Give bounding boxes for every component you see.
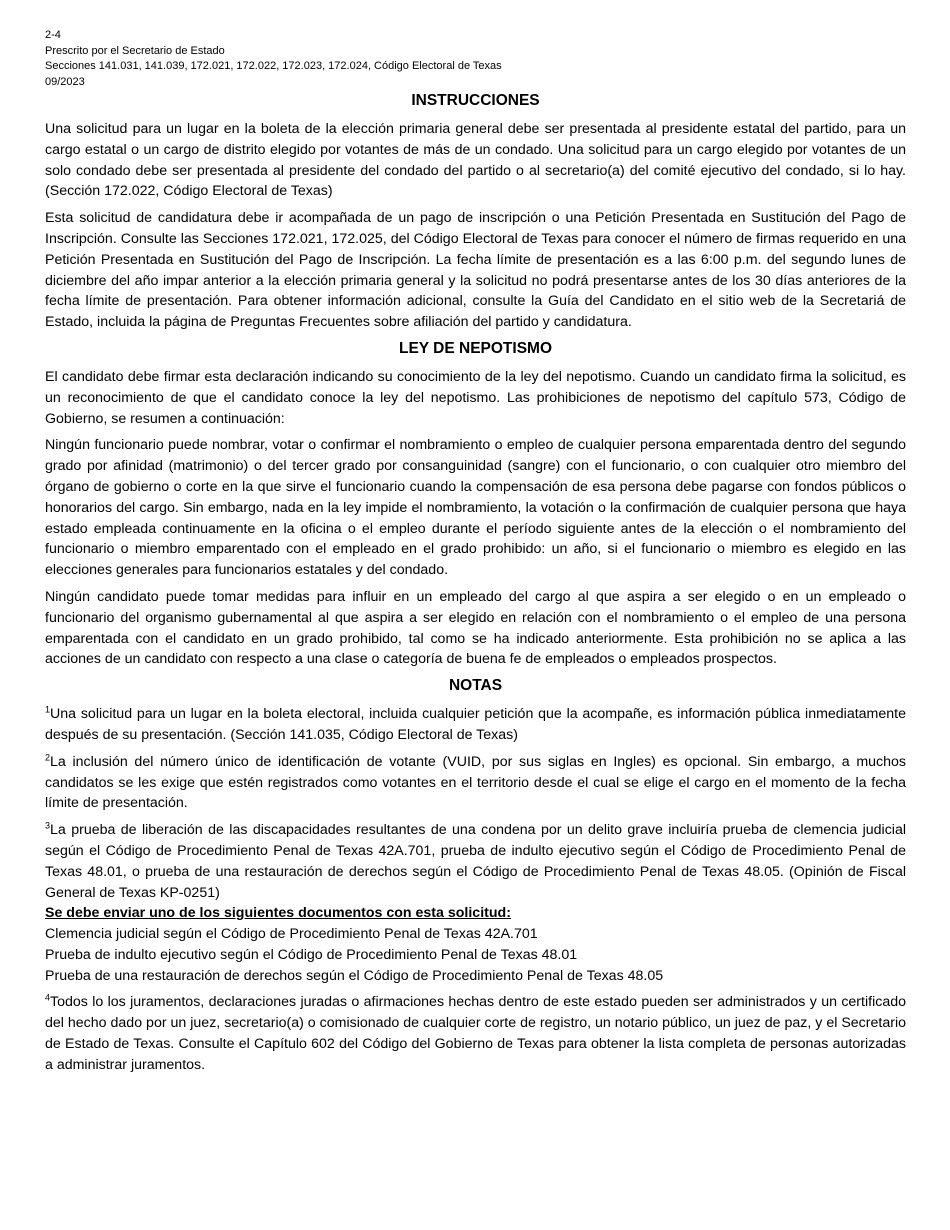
nepotismo-paragraph: Ningún candidato puede tomar medidas para influir en un empleado del cargo al que aspira a ser elegido o en un empleado o funcionario del organismo gubernamental al que aspira a ser elegido en relación con el nombramiento o el empleo de una persona emparentada con el candidato en un grado prohibido, tal como se ha indicado anteriormente. Esta prohibición no se aplica a las acciones de un candidato con respecto a una clase o categoría de buena fe de empleados o empleados prospectos. xyxy=(45,588,906,668)
required-document-item: Prueba de una restauración de derechos según el Código de Procedimiento Penal de Texas 48.05 xyxy=(45,967,664,984)
instrucciones-paragraph: Esta solicitud de candidatura debe ir acompañada de un pago de inscripción o una Petición Presentada en Sustitución del Pago de Inscripción. Consulte las Secciones 172.021, 172.025, del Código Electoral de Texas para conocer el número de firmas requerido en una Petición Presentada en Sustitución del Pago de Inscripción. La fecha límite de presentación es a las 6:00 p.m. del segundo lunes de diciembre del año impar anterior a la elección primaria general y la solicitud no podrá presentarse antes de los 30 días anteriores de la fecha límite de presentación. Para obtener información adicional, consulte la Guía del Candidato en el sitio web de la Secretariá de Estado, incluida la página de Preguntas Frecuentes sobre afiliación del partido y candidatura. xyxy=(45,210,906,331)
required-documents-heading: Se debe enviar uno de los siguientes documentos con esta solicitud: xyxy=(45,905,511,922)
note-4-marker: 4 xyxy=(45,992,51,1003)
note-2 xyxy=(45,752,906,814)
nepotismo-paragraph: El candidato debe firmar esta declaración indicando su conocimiento de la ley del nepotismo. Cuando un candidato firma la solicitud, es un reconocimiento de que el candidato conoce la ley del nepotismo. Las prohibiciones de nepotismo del capítulo 573, Código de Gobierno, se resumen a continuación: xyxy=(45,368,906,427)
required-documents xyxy=(45,903,906,986)
code-sections: Secciones 141.031, 141.039, 172.021, 172.022, 172.023, 172.024, Código Electoral de Texas xyxy=(45,60,502,72)
note-4-text: Todos lo los juramentos, declaraciones juradas o afirmaciones hechas dentro de este estado pueden ser administrados y un certificado del hecho dado por un juez, secretario(a) o comisionado de cualquier corte de registro, un notario público, un juez de paz, y el Secretario de Estado de Texas. Consulte el Capítulo 602 del Código del Gobierno de Texas para obtener la lista completa de personas autorizadas a administrar juramentos. xyxy=(45,994,906,1073)
note-3-marker: 3 xyxy=(45,820,51,831)
instrucciones-paragraph: Una solicitud para un lugar en la boleta de la elección primaria general debe ser presentada al presidente estatal del partido, para un cargo estatal o un cargo de distrito elegido por votantes de más de un condado. Una solicitud para un cargo elegido por votantes de un solo condado debe ser presentada al presidente del condado del partido o al secretario(a) del comité ejecutivo del condado, si lo hay. (Sección 172.022, Código Electoral de Texas) xyxy=(45,121,906,200)
form-number: 2-4 xyxy=(45,29,61,41)
note-1 xyxy=(45,704,906,746)
instrucciones-title: INSTRUCCIONES xyxy=(411,92,540,109)
note-3 xyxy=(45,820,906,903)
required-document-item: Clemencia judicial según el Código de Procedimiento Penal de Texas 42A.701 xyxy=(45,926,538,943)
note-1-text: Una solicitud para un lugar en la boleta electoral, incluida cualquier petición que la acompañe, es información pública inmediatamente después de su presentación. (Sección 141.035, Código Electoral de Texas) xyxy=(45,706,906,743)
required-document-item: Prueba de indulto ejecutivo según el Código de Procedimiento Penal de Texas 48.01 xyxy=(45,946,578,963)
nepotismo-title: LEY DE NEPOTISMO xyxy=(398,339,553,357)
note-2-text: La inclusión del número único de identificación de votante (VUID, por sus siglas en Ingles) es opcional. Sin embargo, a muchos candidatos se les exige que estén registrados como votantes en el territorio desde el cual se elige el cargo en el momento de la fecha límite de presentación. xyxy=(45,753,906,812)
note-2-marker: 2 xyxy=(45,751,51,762)
note-3-text: La prueba de liberación de las discapacidades resultantes de una condena por un delito grave incluiría prueba de clemencia judicial según el Código de Procedimiento Penal de Texas 42A.701, prueba de indulto ejecutivo según el Código de Procedimiento Penal de Texas 48.01, o prueba de una restauración de derechos según el Código de Procedimiento Penal de Texas 48.05. (Opinión de Fiscal General de Texas KP-0251) xyxy=(45,822,906,901)
prescribed-by: Prescrito por el Secretario de Estado xyxy=(45,44,225,57)
note-4 xyxy=(45,992,906,1075)
note-1-marker: 1 xyxy=(45,704,51,715)
nepotismo-paragraph: Ningún funcionario puede nombrar, votar o confirmar el nombramiento o empleo de cualquier persona emparentada dentro del segundo grado por afinidad (matrimonio) o del tercer grado por consanguinidad (sangre) con el funcionario, o con cualquier otro miembro del órgano de gobierno o corte en la que sirve el funcionario cuando la compensación de esa persona debe pagarse con fondos públicos o honorarios del cargo. Sin embargo, nada en la ley impide el nombramiento, la votación o la confirmación de cualquier persona que haya estado empleada continuamente en la oficina o el empleo durante el período siguiente antes de la elección o el nombramiento del funcionario o miembro emparentado con el empleado en el grado prohibido: un año, si el funcionario o miembro es elegido en las elecciones generales para funcionarios estatales y del condado. xyxy=(45,437,906,579)
form-date: 09/2023 xyxy=(45,75,85,88)
notas-title: NOTAS xyxy=(448,677,503,695)
form-header xyxy=(45,28,906,90)
